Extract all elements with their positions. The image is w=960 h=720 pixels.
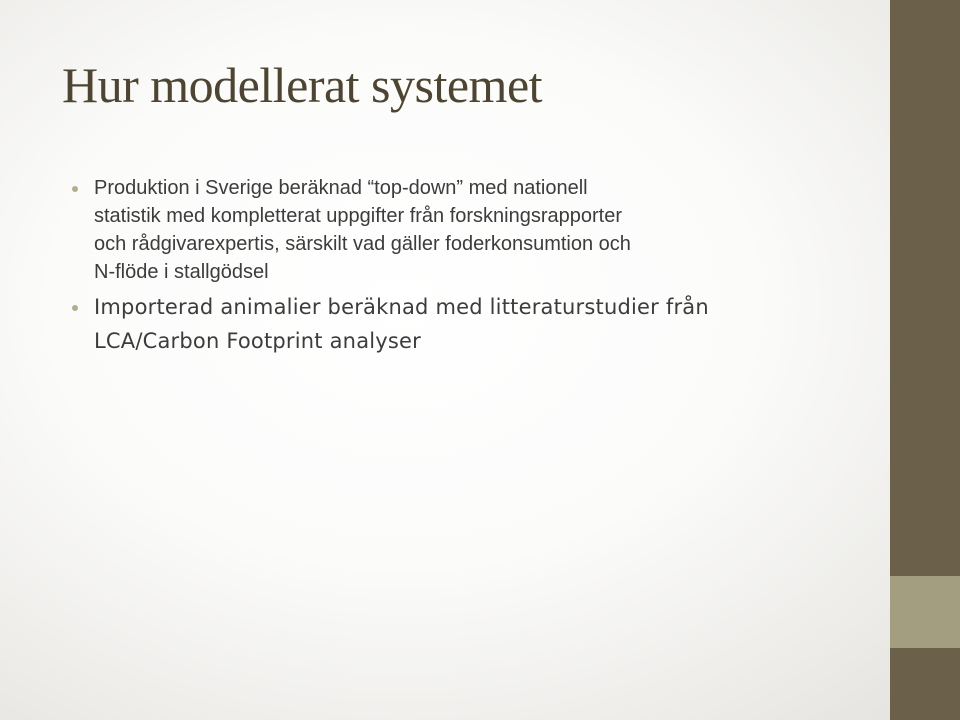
bullet-text-line: och rådgivarexpertis, särskilt vad gäller foderkonsumtion och — [94, 233, 631, 255]
bullet-item — [94, 290, 854, 358]
sidebar-dark-band-bottom — [890, 648, 960, 720]
bullet-list — [94, 174, 854, 362]
bullet-text-line: Produktion i Sverige beräknad “top-down” med nationell — [94, 177, 588, 199]
bullet-text-line: LCA/Carbon Footprint analyser — [94, 329, 422, 353]
sidebar-light-band — [890, 576, 960, 648]
bullet-text-line: N-flöde i stallgödsel — [94, 261, 269, 283]
bullet-text-line: Importerad animalier beräknad med litteraturstudier från — [94, 295, 709, 319]
slide-title: Hur modellerat systemet — [62, 57, 543, 113]
bullet-text-line: statistik med kompletterat uppgifter från forskningsrapporter — [94, 205, 623, 227]
bullet-item — [94, 174, 854, 286]
sidebar-dark-band — [890, 0, 960, 576]
